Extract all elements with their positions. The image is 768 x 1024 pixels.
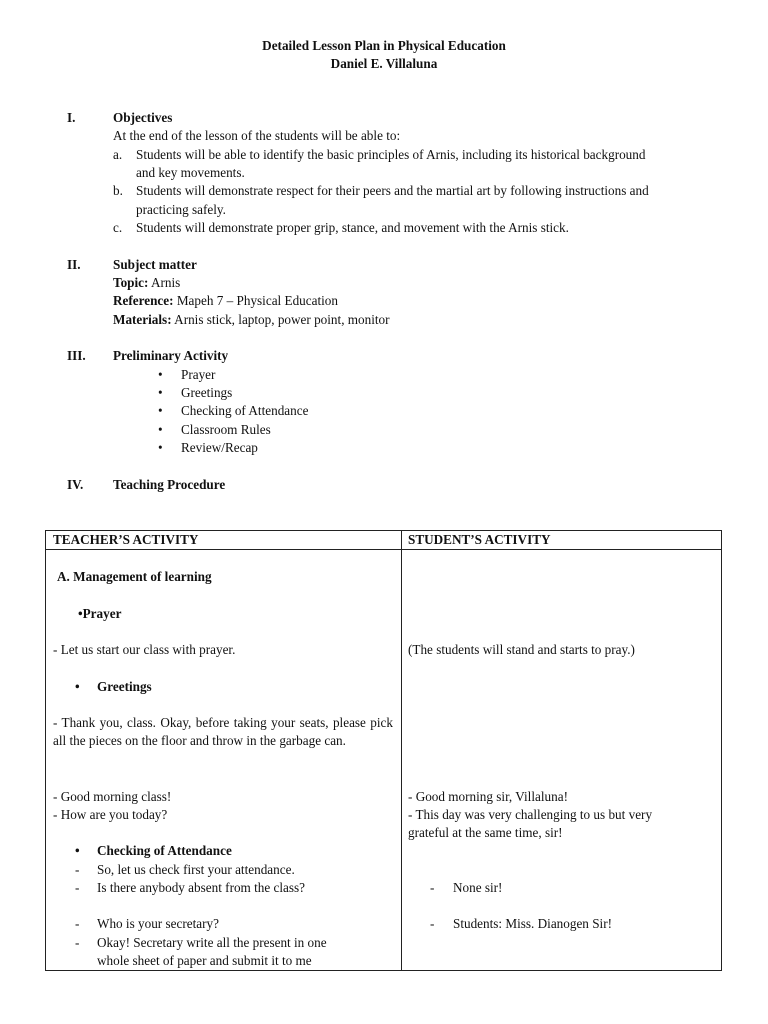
- objective-c-letter: c.: [113, 220, 123, 235]
- section-number-2: II.: [67, 257, 81, 272]
- teacher-good-morning: - Good morning class!: [53, 789, 172, 804]
- topic-row: [113, 274, 180, 292]
- student-greet-2: - This day was very challenging to us but very: [408, 807, 653, 822]
- attendance-line-4a: Okay! Secretary write all the present in one: [97, 935, 327, 950]
- preliminary-item: Prayer: [181, 367, 216, 382]
- prayer-heading: •Prayer: [78, 606, 122, 621]
- teacher-how-are-you: - How are you today?: [53, 807, 168, 822]
- attendance-line-1: So, let us check first your attendance.: [97, 862, 295, 877]
- bullet: •: [158, 367, 163, 382]
- objective-a-line2: and key movements.: [136, 165, 245, 180]
- preliminary-item: Greetings: [181, 385, 233, 400]
- preliminary-item: Review/Recap: [181, 440, 258, 455]
- objective-b-line1: Students will demonstrate respect for their peers and the martial art by following instructions and: [136, 183, 649, 198]
- objective-a-line1: Students will be able to identify the basic principles of Arnis, including its historical background: [136, 147, 646, 162]
- document-title: [0, 37, 768, 74]
- student-greet-3: grateful at the same time, sir!: [408, 825, 563, 840]
- bullet: •: [158, 385, 163, 400]
- teacher-activity-header: TEACHER’S ACTIVITY: [53, 532, 199, 547]
- bullet: •: [158, 422, 163, 437]
- procedure-heading: Teaching Procedure: [113, 477, 226, 492]
- topic-label: Topic:: [113, 275, 149, 290]
- subject-heading: Subject matter: [113, 257, 197, 272]
- reference-value: Mapeh 7 – Physical Education: [176, 293, 338, 308]
- greetings-heading: Greetings: [97, 679, 152, 694]
- objective-c-line1: Students will demonstrate proper grip, stance, and movement with the Arnis stick.: [136, 220, 569, 235]
- topic-value: Arnis: [151, 275, 181, 290]
- objective-a-letter: a.: [113, 147, 123, 162]
- reference-row: [113, 292, 338, 310]
- table-column-divider: [401, 530, 402, 971]
- section-number-3: III.: [67, 348, 86, 363]
- section-number-4: IV.: [67, 477, 84, 492]
- section-number-1: I.: [67, 110, 76, 125]
- student-secretary: Students: Miss. Dianogen Sir!: [453, 916, 612, 931]
- bullet: •: [158, 440, 163, 455]
- objectives-intro: At the end of the lesson of the students will be able to:: [113, 128, 401, 143]
- attendance-line-4b: whole sheet of paper and submit it to me: [97, 953, 312, 968]
- student-pray: (The students will stand and starts to pray.): [408, 642, 635, 657]
- objective-b-letter: b.: [113, 183, 123, 198]
- bullet: •: [75, 679, 80, 694]
- materials-label: Materials:: [113, 312, 172, 327]
- title-line: Detailed Lesson Plan in Physical Education: [262, 38, 506, 53]
- prayer-instruction: - Let us start our class with prayer.: [53, 642, 236, 657]
- bullet: •: [75, 843, 80, 858]
- preliminary-heading: Preliminary Activity: [113, 348, 229, 363]
- bullet: •: [158, 403, 163, 418]
- preliminary-item: Classroom Rules: [181, 422, 271, 437]
- objective-b-line2: practicing safely.: [136, 202, 226, 217]
- student-activity-header: STUDENT’S ACTIVITY: [408, 532, 551, 547]
- dash: -: [75, 916, 80, 931]
- objectives-heading: Objectives: [113, 110, 173, 125]
- dash: -: [430, 916, 435, 931]
- dash: -: [430, 880, 435, 895]
- materials-value: Arnis stick, laptop, power point, monitor: [174, 312, 390, 327]
- dash: -: [75, 935, 80, 950]
- dash: -: [75, 862, 80, 877]
- management-heading: A. Management of learning: [57, 569, 212, 584]
- greetings-paragraph: - Thank you, class. Okay, before taking your seats, please pick all the pieces on the floor and throw in the garbage can.: [53, 715, 393, 749]
- author-line: Daniel E. Villaluna: [330, 56, 438, 72]
- materials-row: [113, 311, 390, 329]
- student-none: None sir!: [453, 880, 503, 895]
- attendance-line-3: Who is your secretary?: [97, 916, 219, 931]
- reference-label: Reference:: [113, 293, 174, 308]
- student-greet-1: - Good morning sir, Villaluna!: [408, 789, 568, 804]
- preliminary-item: Checking of Attendance: [181, 403, 309, 418]
- dash: -: [75, 880, 80, 895]
- attendance-heading: Checking of Attendance: [97, 843, 232, 858]
- attendance-line-2: Is there anybody absent from the class?: [97, 880, 305, 895]
